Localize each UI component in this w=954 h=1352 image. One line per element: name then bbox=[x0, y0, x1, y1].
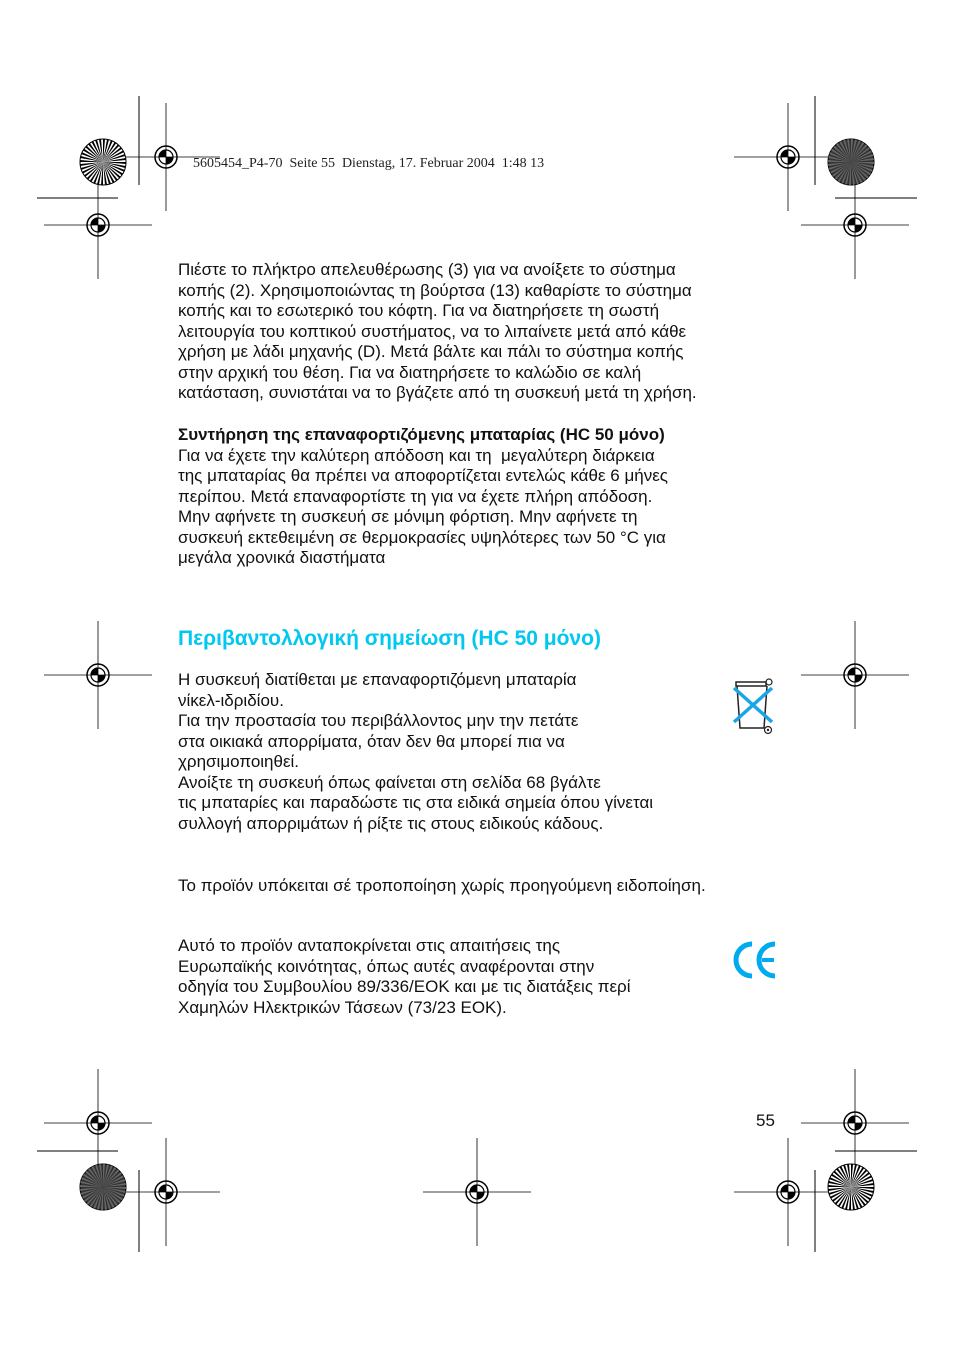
registration-crosshair-icon bbox=[801, 171, 909, 279]
text-line: οδηγία του Συμβουλίου 89/336/ΕΟΚ και με τις διατάξεις περί bbox=[178, 977, 631, 996]
text-line: νίκελ-ιδριδίου. bbox=[178, 690, 284, 710]
crossed-out-wheelie-bin-icon bbox=[730, 676, 778, 736]
color-calibration-starburst-icon bbox=[80, 1164, 126, 1210]
registration-crosshair-icon bbox=[44, 1069, 152, 1177]
text-line: Ευρωπαϊκής κοινότητας, όπως αυτές αναφέρονται στην bbox=[178, 956, 595, 976]
text-line: Το προϊόν υπόκειται σέ τροποποίηση χωρίς προηγούμενη ειδοποίηση. bbox=[178, 876, 706, 895]
text-line: κοπής (2). Χρησιμοποιώντας τη βούρτσα (13) καθαρίστε το σύστημα bbox=[178, 280, 692, 300]
text-line: στα οικιακά απορρίματα, όταν δεν θα μπορεί πια να bbox=[178, 731, 565, 751]
text-line: στην αρχική του θέση. Για να διατηρήσετε το καλώδιο σε καλή bbox=[178, 362, 642, 382]
environment-heading: Περιβαντολλογική σημείωση (HC 50 μόνο) bbox=[178, 627, 601, 650]
battery-section bbox=[178, 425, 668, 569]
compliance-paragraph bbox=[178, 936, 631, 1018]
text-line: συσκευή εκτεθειμένη σε θερμοκρασίες υψηλότερες των 50 °C για bbox=[178, 527, 666, 547]
text-line: Για την προστασία του περιβάλλοντος μην την πετάτε bbox=[178, 711, 579, 730]
color-calibration-starburst-icon bbox=[80, 139, 126, 185]
registration-crosshair-icon bbox=[801, 621, 909, 729]
text-line: περίπου. Μετά επαναφορτίστε τη για να έχετε πλήρη απόδοση. bbox=[178, 486, 653, 506]
print-slug-header: 5605454_P4-70 Seite 55 Dienstag, 17. Februar 2004 1:48 13 bbox=[193, 156, 545, 171]
notice-paragraph bbox=[178, 876, 706, 897]
registration-crosshair-icon bbox=[734, 103, 842, 211]
page-number: 55 bbox=[756, 1111, 775, 1130]
color-calibration-starburst-icon bbox=[828, 1164, 874, 1210]
text-line: Ανοίξτε τη συσκευή όπως φαίνεται στη σελίδα 68 βγάλτε bbox=[178, 772, 601, 792]
cleaning-paragraph bbox=[178, 260, 697, 404]
registration-crosshair-icon bbox=[112, 1138, 220, 1246]
text-line: χρήση με λάδι μηχανής (D). Μετά βάλτε και πάλι το σύστημα κοπής bbox=[178, 342, 684, 361]
registration-crosshair-icon bbox=[423, 1138, 531, 1246]
text-line: κατάσταση, συνιστάται να το βγάζετε από τη συσκευή μετά τη χρήση. bbox=[178, 383, 697, 402]
text-line: της μπαταρίας θα πρέπει να αποφορτίζεται εντελώς κάθε 6 μήνες bbox=[178, 466, 668, 485]
text-line: συλλογή απορριμάτων ή ρίξτε τις στους ειδικούς κάδους. bbox=[178, 813, 604, 833]
text-line: τις μπαταρίες και παραδώστε τις στα ειδικά σημεία όπου γίνεται bbox=[178, 793, 654, 812]
text-line: Η συσκευή διατίθεται με επαναφορτιζόμενη μπαταρία bbox=[178, 670, 577, 689]
text-line: μεγάλα χρονικά διαστήματα bbox=[178, 548, 386, 567]
registration-crosshair-icon bbox=[801, 1069, 909, 1177]
text-line: κοπής και το εσωτερικό του κόφτη. Για να διατηρήσετε τη σωστή bbox=[178, 301, 660, 320]
text-line: Μην αφήνετε τη συσκευή σε μόνιμη φόρτιση. Μην αφήνετε τη bbox=[178, 507, 638, 526]
registration-crosshair-icon bbox=[734, 1138, 842, 1246]
color-calibration-starburst-icon bbox=[828, 139, 874, 185]
registration-crosshair-icon bbox=[44, 621, 152, 729]
text-line: λειτουργία του κοπτικού συστήματος, να το λιπαίνετε μετά από κάθε bbox=[178, 321, 687, 341]
text-line: Πιέστε το πλήκτρο απελευθέρωσης (3) για να ανοίξετε το σύστημα bbox=[178, 260, 676, 279]
text-line: Αυτό το προϊόν ανταποκρίνεται στις απαιτήσεις της bbox=[178, 936, 561, 955]
text-line: Χαμηλών Ηλεκτρικών Τάσεων (73/23 ΕΟΚ). bbox=[178, 997, 507, 1017]
registration-crosshair-icon bbox=[44, 171, 152, 279]
text-line: χρησιμοποιηθεί. bbox=[178, 752, 300, 771]
ce-mark-icon bbox=[733, 940, 779, 980]
battery-section-title: Συντήρηση της επαναφορτιζόμενης μπαταρίας (HC 50 μόνο) bbox=[178, 425, 665, 444]
environment-paragraph bbox=[178, 670, 653, 834]
text-line: Για να έχετε την καλύτερη απόδοση και τη μεγαλύτερη διάρκεια bbox=[178, 445, 655, 465]
